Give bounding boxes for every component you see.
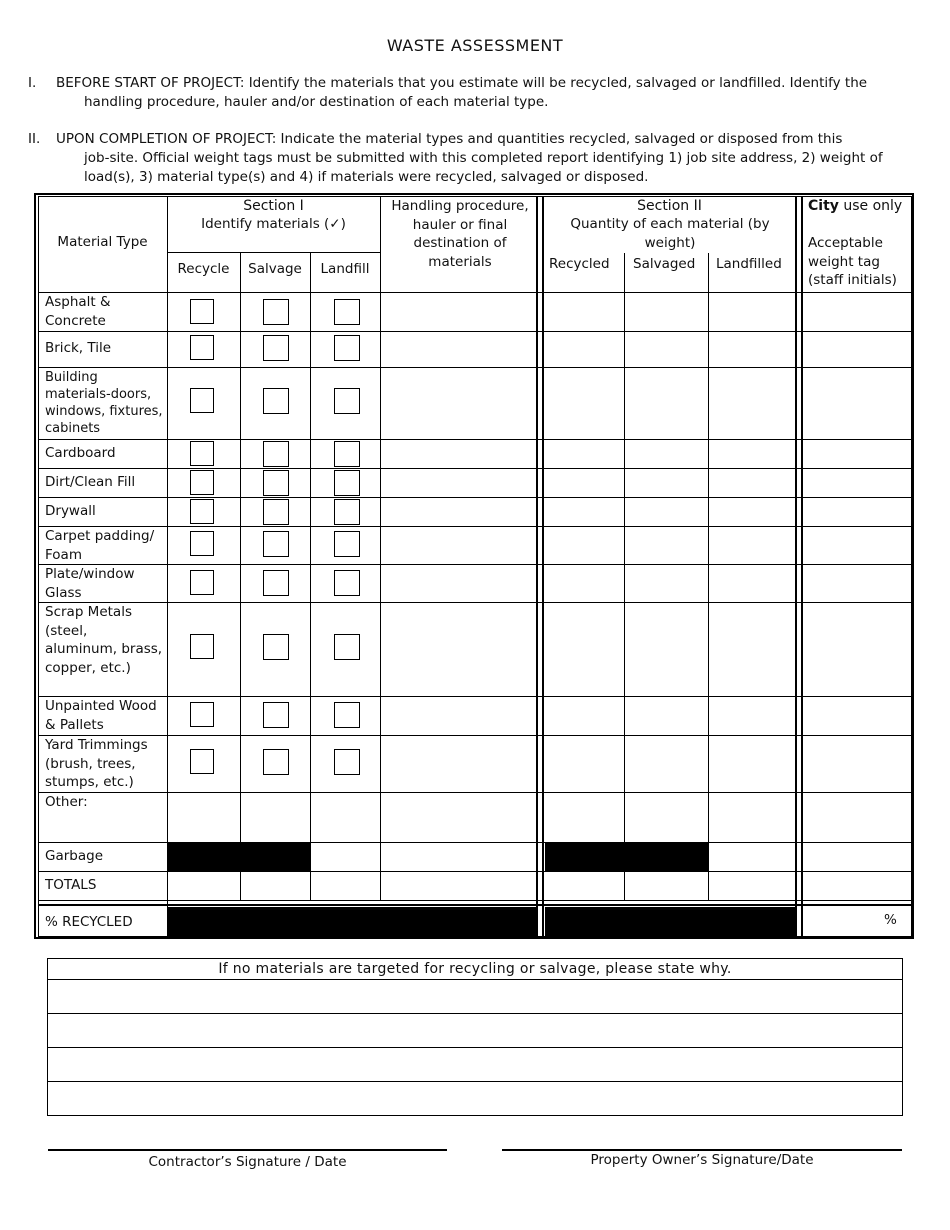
- garbage-label: Garbage: [45, 848, 104, 864]
- checkbox-recycle-dirt[interactable]: [190, 470, 214, 495]
- checkbox-recycle-cardboard[interactable]: [190, 441, 214, 466]
- checkbox-recycle-yard[interactable]: [190, 749, 214, 774]
- checkbox-salvage-cardboard[interactable]: [263, 441, 289, 467]
- instruction-2-number: II.: [28, 131, 41, 147]
- owner-signature-line[interactable]: [502, 1149, 902, 1151]
- checkbox-landfill-yard[interactable]: [334, 749, 360, 775]
- checkbox-recycle-wood[interactable]: [190, 702, 214, 727]
- material-label-scrap-metals: Scrap Metals (steel, aluminum, brass, copper, etc.): [45, 604, 163, 676]
- col-salvage: Salvage: [248, 261, 302, 277]
- reason-line-1[interactable]: [48, 980, 902, 1013]
- reason-box: [47, 958, 903, 1116]
- material-label-dirt: Dirt/Clean Fill: [45, 474, 136, 490]
- checkbox-recycle-asphalt[interactable]: [190, 299, 214, 324]
- checkbox-recycle-drywall[interactable]: [190, 499, 214, 524]
- reason-line-4[interactable]: [48, 1082, 902, 1115]
- reason-prompt: If no materials are targeted for recycling or salvage, please state why.: [218, 961, 732, 977]
- waste-table: [34, 193, 914, 939]
- col-recycle: Recycle: [177, 261, 230, 277]
- checkbox-landfill-drywall[interactable]: [334, 499, 360, 525]
- checkbox-salvage-wood[interactable]: [263, 702, 289, 728]
- checkbox-salvage-asphalt[interactable]: [263, 299, 289, 325]
- totals-label: TOTALS: [45, 877, 97, 893]
- checkbox-landfill-cardboard[interactable]: [334, 441, 360, 467]
- checkbox-landfill-wood[interactable]: [334, 702, 360, 728]
- contractor-signature-line[interactable]: [48, 1149, 447, 1151]
- checkbox-landfill-dirt[interactable]: [334, 470, 360, 496]
- instruction-2: [28, 130, 894, 187]
- instruction-2-first-line: UPON COMPLETION OF PROJECT: Indicate the material types and quantities recycled, salvaged or disposed from this: [56, 131, 843, 147]
- percent-recycled-label: % RECYCLED: [45, 914, 133, 930]
- checkbox-landfill-glass[interactable]: [334, 570, 360, 596]
- page-title: WASTE ASSESSMENT: [386, 36, 564, 55]
- checkbox-landfill-brick[interactable]: [334, 335, 360, 361]
- instruction-1-first-line: BEFORE START OF PROJECT: Identify the materials that you estimate will be recycled, salvaged or landfilled. Identify the: [56, 75, 868, 91]
- material-label-drywall: Drywall: [45, 503, 96, 519]
- material-label-wood: Unpainted Wood & Pallets: [45, 698, 157, 733]
- material-type-header: Material Type: [57, 234, 148, 250]
- checkbox-salvage-brick[interactable]: [263, 335, 289, 361]
- city-bold: City: [808, 198, 839, 214]
- city-rest: use only: [838, 198, 903, 214]
- material-label-cardboard: Cardboard: [45, 445, 116, 461]
- instruction-2-rest: job-site. Official weight tags must be submitted with this completed report identifying 1) job site address, 2) weight of load(s), 3) material type(s) and 4) if materials were recycled, salvaged or disposed.: [84, 150, 883, 185]
- checkbox-landfill-scrap-metals[interactable]: [334, 634, 360, 660]
- instruction-1-number: I.: [28, 75, 37, 91]
- instruction-1-rest: handling procedure, hauler and/or destination of each material type.: [84, 94, 549, 110]
- percent-symbol: %: [884, 912, 897, 928]
- col-recycled: Recycled: [549, 256, 610, 272]
- checkbox-salvage-dirt[interactable]: [263, 470, 289, 496]
- checkbox-salvage-building[interactable]: [263, 388, 289, 414]
- reason-line-2[interactable]: [48, 1014, 902, 1047]
- checkbox-recycle-building[interactable]: [190, 388, 214, 413]
- contractor-signature-label: Contractor’s Signature / Date: [148, 1154, 347, 1170]
- percent-section2-blackout: [545, 907, 795, 936]
- checkbox-landfill-carpet[interactable]: [334, 531, 360, 557]
- section2-subtitle: Quantity of each material (by weight): [570, 216, 770, 251]
- city-use-subtitle: Acceptable weight tag (staff initials): [808, 235, 897, 288]
- checkbox-recycle-brick[interactable]: [190, 335, 214, 360]
- handling-header: Handling procedure, hauler or final destination of materials: [391, 198, 529, 270]
- garbage-section1-blackout: [168, 843, 310, 871]
- percent-section1-blackout: [168, 907, 536, 936]
- material-label-yard: Yard Trimmings (brush, trees, stumps, etc.): [45, 737, 148, 790]
- owner-signature-label: Property Owner’s Signature/Date: [590, 1152, 814, 1168]
- checkbox-salvage-drywall[interactable]: [263, 499, 289, 525]
- material-label-brick: Brick, Tile: [45, 340, 112, 356]
- checkbox-salvage-yard[interactable]: [263, 749, 289, 775]
- checkbox-salvage-scrap-metals[interactable]: [263, 634, 289, 660]
- material-label-glass: Plate/window Glass: [45, 566, 135, 601]
- col-salvaged: Salvaged: [633, 256, 696, 272]
- section1-subtitle: Identify materials (✓): [201, 216, 346, 232]
- col-landfill: Landfill: [320, 261, 370, 277]
- section1-title: Section I: [243, 198, 304, 214]
- instruction-1: [28, 74, 894, 112]
- reason-line-3[interactable]: [48, 1048, 902, 1081]
- city-use-header: [808, 197, 910, 216]
- checkbox-landfill-asphalt[interactable]: [334, 299, 360, 325]
- other-label: Other:: [45, 794, 88, 810]
- material-label-asphalt: Asphalt & Concrete: [45, 294, 111, 329]
- checkbox-recycle-glass[interactable]: [190, 570, 214, 595]
- checkbox-recycle-carpet[interactable]: [190, 531, 214, 556]
- checkbox-landfill-building[interactable]: [334, 388, 360, 414]
- checkbox-salvage-glass[interactable]: [263, 570, 289, 596]
- garbage-section2-blackout: [545, 843, 708, 871]
- section2-title: Section II: [637, 198, 702, 214]
- material-label-building: Building materials-doors, windows, fixtures, cabinets: [45, 370, 163, 436]
- checkbox-salvage-carpet[interactable]: [263, 531, 289, 557]
- checkbox-recycle-scrap-metals[interactable]: [190, 634, 214, 659]
- material-label-carpet: Carpet padding/ Foam: [45, 528, 155, 563]
- col-landfilled: Landfilled: [716, 256, 782, 272]
